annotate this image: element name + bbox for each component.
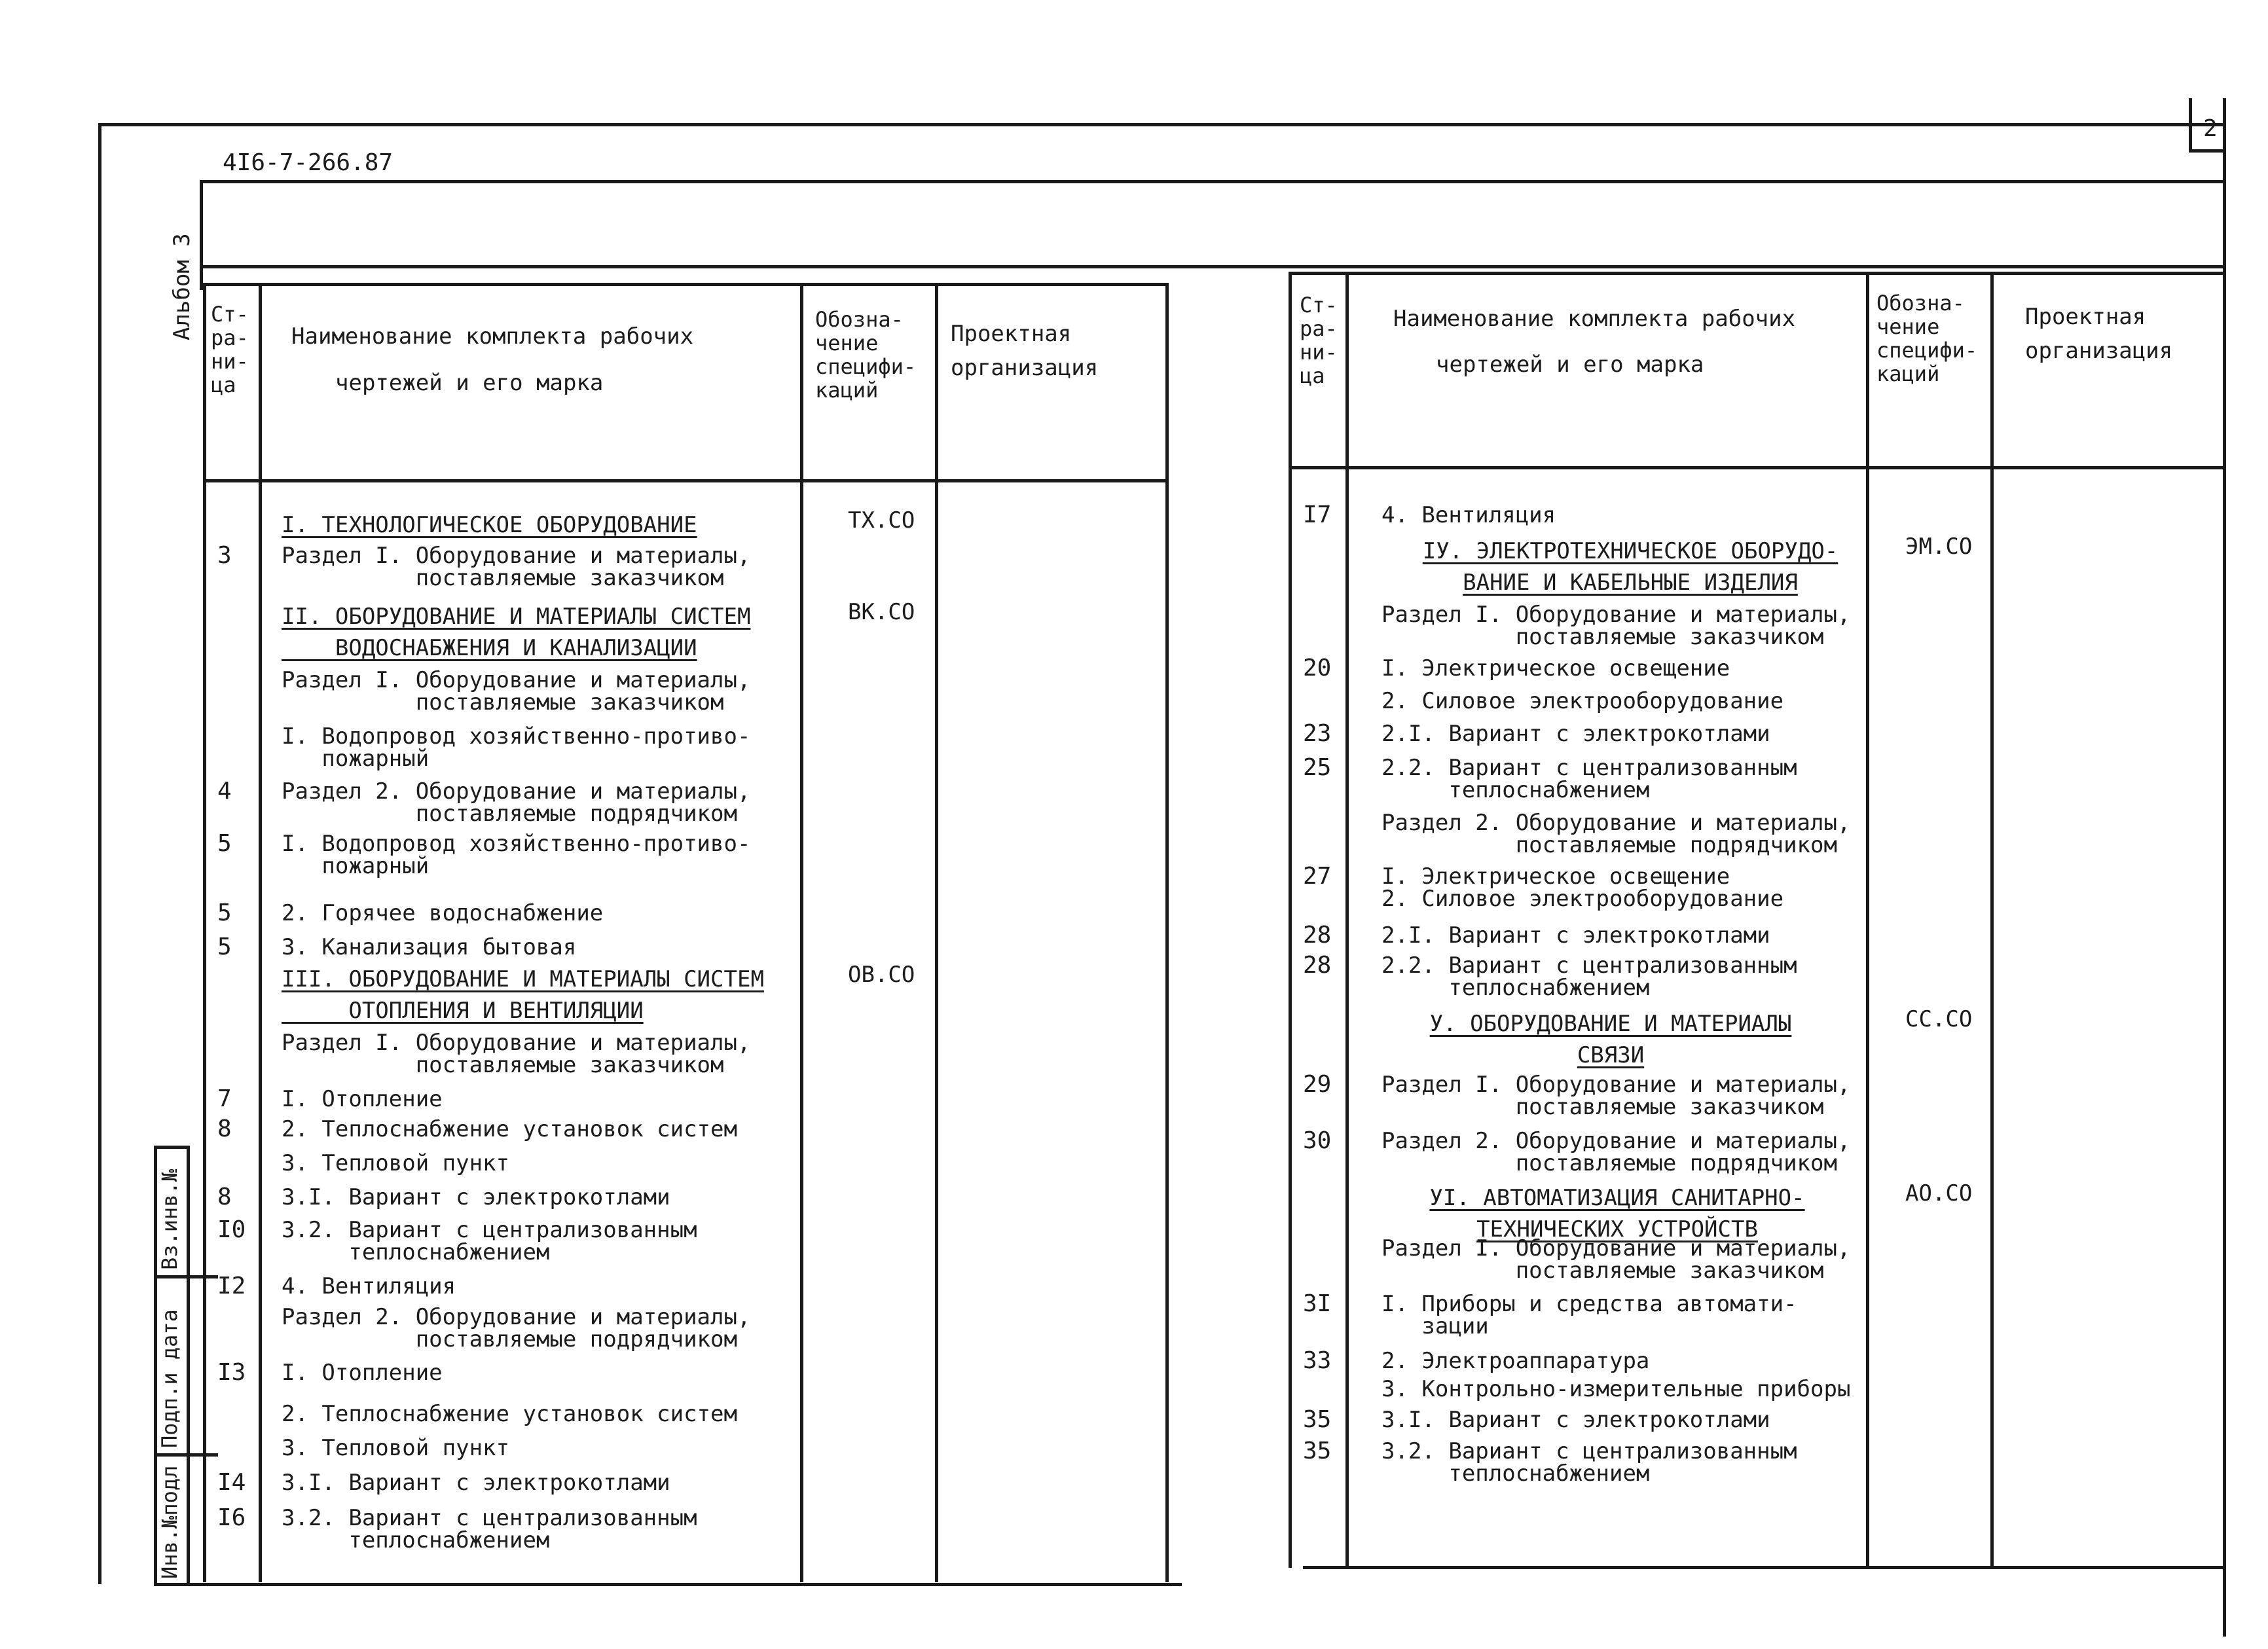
left-head-spec: Обозна- чение специфи- каций bbox=[815, 307, 917, 403]
row-item-text: Раздел I. Оборудование и материалы, поставляемые заказчиком bbox=[1381, 602, 1851, 650]
row-page-number: 29 bbox=[1303, 1071, 1332, 1098]
left-table-header-bottom bbox=[203, 479, 1169, 482]
left-col-page-left bbox=[203, 283, 206, 1582]
row-item-text: III. ОБОРУДОВАНИЕ И МАТЕРИАЛЫ СИСТЕМ ОТОПЛЕНИЯ И ВЕНТИЛЯЦИИ bbox=[282, 966, 764, 1024]
left-head-org: Проектная организация bbox=[951, 321, 1099, 381]
row-item-text: 2. Электроаппаратура bbox=[1381, 1348, 1650, 1374]
frame-right-line bbox=[2223, 98, 2226, 1637]
row-item-text: 3. Тепловой пункт bbox=[282, 1435, 509, 1461]
row-page-number: 20 bbox=[1303, 655, 1332, 681]
frame-bottom-line-right bbox=[1303, 1566, 2223, 1569]
right-head-spec: Обозна- чение специфи- каций bbox=[1876, 291, 1978, 386]
row-page-number: 25 bbox=[1303, 754, 1332, 781]
row-item-text: 2. Теплоснабжение установок систем bbox=[282, 1401, 737, 1427]
row-item-text: 3.2. Вариант с централизованным теплоснабжением bbox=[282, 1505, 697, 1553]
row-item-text: Раздел I. Оборудование и материалы, поставляемые заказчиком bbox=[1381, 1235, 1851, 1284]
row-item-text: Раздел 2. Оборудование и материалы, поставляемые подрядчиком bbox=[282, 778, 751, 827]
album-label: Альбом 3 bbox=[169, 233, 195, 340]
row-page-number: 5 bbox=[217, 830, 232, 857]
row-item-text: 2. Теплоснабжение установок систем bbox=[282, 1116, 737, 1142]
row-page-number: 28 bbox=[1303, 922, 1332, 949]
left-col-spec-left bbox=[800, 283, 803, 1582]
row-item-text: I. ТЕХНОЛОГИЧЕСКОЕ ОБОРУДОВАНИЕ bbox=[282, 512, 697, 538]
row-item-text: I. Отопление bbox=[282, 1360, 443, 1386]
row-item-text: 3. Контрольно-измерительные приборы bbox=[1381, 1376, 1851, 1402]
stamp-divider-1 bbox=[154, 1275, 218, 1278]
row-item-text: IУ. ЭЛЕКТРОТЕХНИЧЕСКОЕ ОБОРУДО- ВАНИЕ И КАБЕЛЬНЫЕ ИЗДЕЛИЯ bbox=[1422, 538, 1838, 596]
right-table-top bbox=[1289, 272, 2225, 275]
row-spec-code: ЭМ.СО bbox=[1905, 534, 1973, 560]
row-item-text: II. ОБОРУДОВАНИЕ И МАТЕРИАЛЫ СИСТЕМ ВОДОСНАБЖЕНИЯ И КАНАЛИЗАЦИИ bbox=[282, 604, 751, 661]
row-item-text: 2.I. Вариант с электрокотлами bbox=[1381, 721, 1770, 747]
row-page-number: 35 bbox=[1303, 1406, 1332, 1433]
stamp-inv-orig: Инв.№подл bbox=[157, 1465, 182, 1579]
row-item-text: 4. Вентиляция bbox=[282, 1273, 456, 1299]
row-page-number: I0 bbox=[217, 1216, 246, 1243]
row-item-text: 3.I. Вариант с электрокотлами bbox=[1381, 1407, 1770, 1433]
sheet-number-box-left bbox=[2189, 98, 2192, 152]
row-page-number: 3 bbox=[217, 542, 232, 569]
row-spec-code: АО.СО bbox=[1905, 1180, 1973, 1206]
row-spec-code: ВК.СО bbox=[848, 599, 915, 625]
row-item-text: У. ОБОРУДОВАНИЕ И МАТЕРИАЛЫ СВЯЗИ bbox=[1429, 1011, 1792, 1068]
stamp-inv-vz: Вз.инв.№ bbox=[157, 1169, 182, 1270]
right-head-org: Проектная организация bbox=[2025, 304, 2173, 364]
header-band-lower bbox=[200, 265, 2224, 268]
row-item-text: Раздел I. Оборудование и материалы, поставляемые заказчиком bbox=[1381, 1072, 1851, 1120]
row-page-number: I4 bbox=[217, 1469, 246, 1496]
right-col-name-left bbox=[1345, 272, 1349, 1568]
row-item-text: 2. Силовое электрооборудование bbox=[1381, 688, 1784, 714]
stamp-divider-2 bbox=[154, 1453, 218, 1457]
frame-bottom-line bbox=[154, 1583, 1182, 1586]
right-table-header-bottom bbox=[1289, 466, 2225, 469]
row-item-text: I. Электрическое освещение 2. Силовое электрооборудование bbox=[1381, 863, 1784, 912]
row-item-text: I. Отопление bbox=[282, 1086, 443, 1112]
left-head-page: Ст- ра- ни- ца bbox=[211, 302, 249, 397]
sheet-number-box-bottom bbox=[2189, 149, 2225, 153]
row-item-text: 2. Горячее водоснабжение bbox=[282, 900, 604, 926]
row-item-text: 3. Канализация бытовая bbox=[282, 934, 577, 960]
row-item-text: 2.2. Вариант с централизованным теплоснабжением bbox=[1381, 952, 1797, 1001]
right-col-org-left bbox=[1990, 272, 1994, 1568]
left-head-name-2: чертежей и его марка bbox=[335, 370, 604, 396]
row-page-number: 5 bbox=[217, 933, 232, 960]
stamp-inner-line bbox=[187, 1146, 190, 1584]
row-page-number: 35 bbox=[1303, 1438, 1332, 1464]
row-page-number: 8 bbox=[217, 1115, 232, 1142]
row-item-text: УI. АВТОМАТИЗАЦИЯ САНИТАРНО- ТЕХНИЧЕСКИХ УСТРОЙСТВ bbox=[1429, 1185, 1805, 1242]
row-item-text: Раздел I. Оборудование и материалы, поставляемые заказчиком bbox=[282, 543, 751, 591]
left-col-org-right bbox=[1165, 283, 1169, 1582]
row-spec-code: СС.СО bbox=[1905, 1006, 1973, 1032]
row-item-text: Раздел I. Оборудование и материалы, поставляемые заказчиком bbox=[282, 667, 751, 716]
row-page-number: 8 bbox=[217, 1184, 232, 1210]
row-page-number: I6 bbox=[217, 1504, 246, 1531]
stamp-sign-date: Подп.и дата bbox=[157, 1309, 182, 1448]
row-page-number: 5 bbox=[217, 899, 232, 926]
frame-left-line bbox=[98, 124, 101, 1584]
row-item-text: Раздел 2. Оборудование и материалы, поставляемые подрядчиком bbox=[1381, 810, 1851, 858]
right-head-name-2: чертежей и его марка bbox=[1436, 352, 1704, 378]
row-item-text: 3.I. Вариант с электрокотлами bbox=[282, 1184, 670, 1210]
row-item-text: 2.2. Вариант с централизованным теплоснабжением bbox=[1381, 755, 1797, 803]
left-col-name-left bbox=[259, 283, 262, 1582]
row-page-number: 30 bbox=[1303, 1127, 1332, 1154]
doc-code: 4I6-7-266.87 bbox=[223, 149, 393, 176]
row-item-text: I. Электрическое освещение bbox=[1381, 655, 1730, 681]
row-item-text: 3. Тепловой пункт bbox=[282, 1150, 509, 1176]
row-spec-code: ТХ.СО bbox=[848, 507, 915, 534]
header-band-left bbox=[200, 180, 203, 290]
left-col-org-left bbox=[935, 283, 938, 1582]
row-item-text: 2.I. Вариант с электрокотлами bbox=[1381, 922, 1770, 949]
row-item-text: Раздел I. Оборудование и материалы, поставляемые заказчиком bbox=[282, 1030, 751, 1078]
row-item-text: Раздел 2. Оборудование и материалы, поставляемые подрядчиком bbox=[1381, 1128, 1851, 1176]
row-page-number: 23 bbox=[1303, 720, 1332, 747]
right-head-page: Ст- ра- ни- ца bbox=[1300, 293, 1338, 388]
row-page-number: I3 bbox=[217, 1359, 246, 1386]
row-item-text: I. Водопровод хозяйственно-противо- пожарный bbox=[282, 723, 751, 772]
row-page-number: 3I bbox=[1303, 1290, 1332, 1317]
row-page-number: 33 bbox=[1303, 1347, 1332, 1374]
row-page-number: 28 bbox=[1303, 952, 1332, 979]
row-item-text: 3.I. Вариант с электрокотлами bbox=[282, 1470, 670, 1496]
row-spec-code: ОВ.СО bbox=[848, 962, 915, 988]
header-band-bottom bbox=[200, 180, 2224, 183]
row-page-number: 4 bbox=[217, 778, 232, 805]
row-page-number: 27 bbox=[1303, 863, 1332, 890]
right-col-spec-left bbox=[1866, 272, 1869, 1568]
row-item-text: 3.2. Вариант с централизованным теплоснабжением bbox=[1381, 1438, 1797, 1487]
left-table-top bbox=[203, 283, 1169, 286]
row-item-text: I. Водопровод хозяйственно-противо- пожарный bbox=[282, 831, 751, 879]
row-page-number: 7 bbox=[217, 1085, 232, 1112]
right-head-name-1: Наименование комплекта рабочих bbox=[1393, 306, 1796, 332]
row-item-text: 3.2. Вариант с централизованным теплоснабжением bbox=[282, 1217, 697, 1265]
right-col-page-left bbox=[1289, 272, 1292, 1568]
left-head-name-1: Наименование комплекта рабочих bbox=[291, 323, 694, 350]
stamp-top-line bbox=[154, 1146, 190, 1149]
row-item-text: 4. Вентиляция bbox=[1381, 502, 1556, 528]
row-item-text: I. Приборы и средства автомати- зации bbox=[1381, 1291, 1797, 1339]
row-page-number: I7 bbox=[1303, 501, 1332, 528]
row-item-text: Раздел 2. Оборудование и материалы, поставляемые подрядчиком bbox=[282, 1304, 751, 1352]
row-page-number: I2 bbox=[217, 1273, 246, 1299]
frame-top-line bbox=[98, 123, 2226, 126]
sheet-number: 2 bbox=[2203, 115, 2218, 142]
